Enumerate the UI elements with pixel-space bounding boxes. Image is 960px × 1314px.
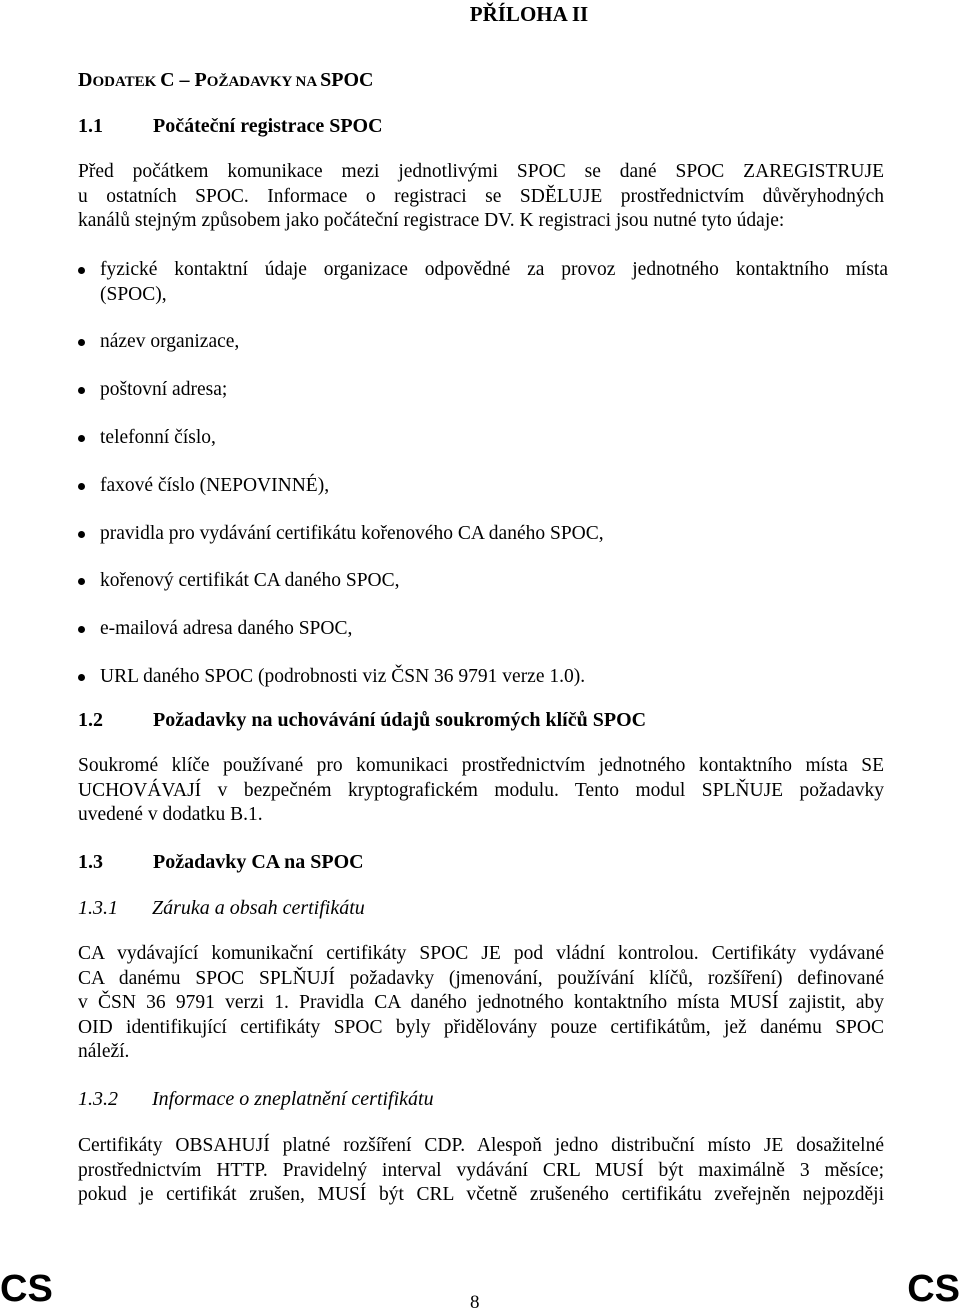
list-item-text: fyzické kontaktní údaje organizace odpovědné za provoz jednotného kontaktního místa [100,259,888,280]
bullet-icon [78,435,85,442]
list-item-text: telefonní číslo, [100,427,216,448]
paragraph-line: pokud je certifikát zrušen, MUSÍ být CRL včetně zrušeného certifikátu zveřejněn nejpozději [78,1184,884,1206]
bullet-icon [78,578,85,585]
bullet-icon [78,626,85,633]
paragraph-line: prostřednictvím HTTP. Pravidelný interval vydávání CRL MUSÍ být maximálně 3 měsíce; [78,1159,884,1181]
paragraph-line: Certifikáty OBSAHUJÍ platné rozšíření CDP. Alespoň jedno distribuční místo JE dosažitelné [78,1135,884,1156]
section-1-2-paragraph [78,754,884,828]
section-number: 1.2 [78,709,103,731]
list-item-text: poštovní adresa; [100,379,228,400]
section-1-1-heading [78,115,878,141]
section-title: Požadavky CA na SPOC [153,851,364,873]
section-number: 1.3.1 [78,897,118,919]
bullet-icon [78,531,85,538]
paragraph-line: uvedené v dodatku B.1. [78,804,263,826]
section-title: Záruka a obsah certifikátu [152,897,365,919]
list-item-text: (SPOC), [100,283,167,305]
paragraph-line: Soukromé klíče používané pro komunikaci prostřednictvím jednotného kontaktního místa SE [78,755,884,776]
section-1-3-2-heading [78,1088,878,1114]
section-1-1-paragraph [78,160,884,234]
section-number: 1.3 [78,851,103,873]
paragraph-line: Před počátkem komunikace mezi jednotlivými SPOC se dané SPOC ZAREGISTRUJE [78,161,884,182]
footer-language-left: CS [0,1268,53,1310]
section-1-3-heading [78,851,878,877]
section-1-3-1-heading [78,897,878,923]
bullet-icon [78,267,85,274]
paragraph-line: náleží. [78,1041,130,1063]
annex-title: PŘÍLOHA II [469,2,589,26]
section-1-3-1-paragraph [78,942,884,1065]
list-item-text: název organizace, [100,331,240,352]
list-item-text: e-mailová adresa daného SPOC, [100,618,353,639]
bullet-icon [78,339,85,346]
paragraph-line: UCHOVÁVAJÍ v bezpečném kryptografickém modulu. Tento modul SPLŇUJE požadavky [78,779,884,801]
footer-language-right: CS [907,1268,960,1310]
section-title: Počáteční registrace SPOC [153,115,383,137]
paragraph-line: kanálů stejným způsobem jako počáteční registrace DV. K registraci jsou nutné tyto údaje: [78,210,785,232]
appendix-heading: DODATEK C – POŽADAVKY NA SPOC [78,69,374,91]
list-item-text: URL daného SPOC (podrobnosti viz ČSN 36 9791 verze 1.0). [100,666,586,687]
section-number: 1.1 [78,115,103,137]
bullet-icon [78,674,85,681]
paragraph-line: CA vydávající komunikační certifikáty SPOC JE pod vládní kontrolou. Certifikáty vydávané [78,943,884,964]
section-number: 1.3.2 [78,1088,118,1110]
bullet-icon [78,387,85,394]
paragraph-line: CA danému SPOC SPLŇUJÍ požadavky (jmenování, používání klíčů, rozšíření) definované [78,967,884,989]
paragraph-line: u ostatních SPOC. Informace o registraci se SDĚLUJE prostřednictvím důvěryhodných [78,185,884,207]
page-number: 8 [470,1292,480,1313]
bullet-icon [78,483,85,490]
section-1-2-heading [78,709,878,735]
list-item-text: kořenový certifikát CA daného SPOC, [100,570,400,591]
section-title: Požadavky na uchovávání údajů soukromých klíčů SPOC [153,709,647,731]
list-item-text: pravidla pro vydávání certifikátu kořenového CA daného SPOC, [100,523,604,544]
paragraph-line: v ČSN 36 9791 verzi 1. Pravidla CA daného jednotného kontaktního místa MUSÍ zajistit, aby [78,992,884,1014]
section-title: Informace o zneplatnění certifikátu [152,1088,434,1110]
paragraph-line: OID identifikující certifikáty SPOC byly přidělovány pouze certifikátům, jež danému SPOC [78,1016,884,1038]
section-1-3-2-paragraph [78,1134,884,1208]
list-item-text: faxové číslo (NEPOVINNÉ), [100,475,330,496]
